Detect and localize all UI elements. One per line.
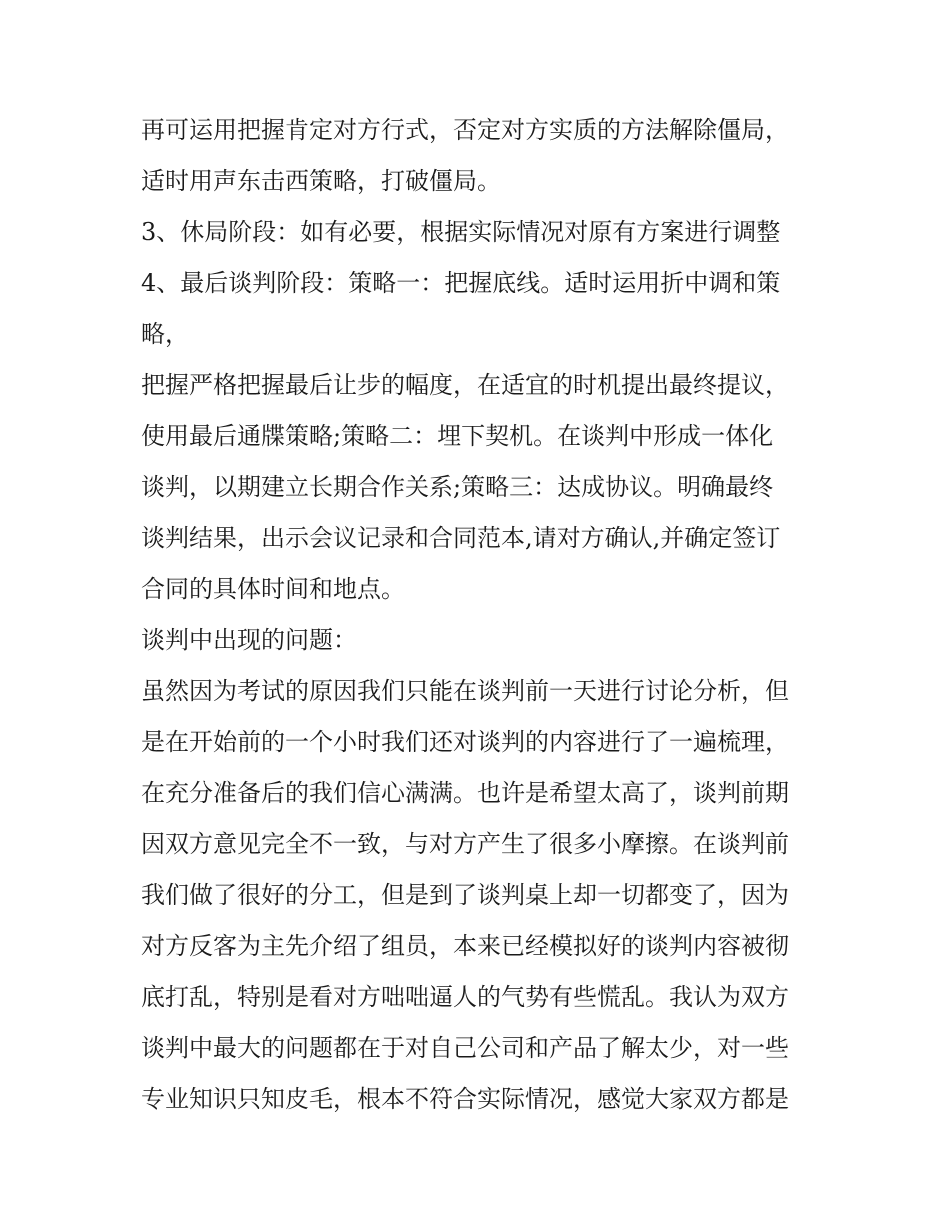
text-line: 适时用声东击西策略，打破僵局。 [141, 167, 501, 195]
text-line: 对方反客为主先介绍了组员，本来已经模拟好的谈判内容被彻 [141, 932, 789, 960]
text-line: 谈判中最大的问题都在于对自己公司和产品了解太少，对一些 [141, 1034, 789, 1062]
text-line: 我们做了很好的分工，但是到了谈判桌上却一切都变了，因为 [141, 881, 789, 909]
text-line: 在充分准备后的我们信心满满。也许是希望太高了，谈判前期 [141, 779, 789, 807]
text-line: 3、休局阶段：如有必要，根据实际情况对原有方案进行调整 [141, 218, 781, 246]
text-line: 再可运用把握肯定对方行式，否定对方实质的方法解除僵局， [141, 116, 789, 144]
text-line: 把握严格把握最后让步的幅度，在适宜的时机提出最终提议， [141, 371, 789, 399]
text-line: 略， [141, 320, 189, 348]
text-line: 合同的具体时间和地点。 [141, 575, 405, 603]
text-line: 是在开始前的一个小时我们还对谈判的内容进行了一遍梳理， [141, 728, 789, 756]
text-line: 谈判，以期建立长期合作关系;策略三：达成协议。明确最终 [141, 473, 774, 501]
text-line: 底打乱，特别是看对方咄咄逼人的气势有些慌乱。我认为双方 [141, 983, 789, 1011]
text-line: 谈判结果，出示会议记录和合同范本,请对方确认,并确定签订 [141, 524, 781, 552]
text-line: 4、最后谈判阶段：策略一：把握底线。适时运用折中调和策 [141, 269, 781, 297]
text-line: 因双方意见完全不一致，与对方产生了很多小摩擦。在谈判前 [141, 830, 789, 858]
section-heading: 谈判中出现的问题： [141, 626, 357, 654]
document-body [141, 105, 821, 1125]
text-line: 使用最后通牒策略;策略二：埋下契机。在谈判中形成一体化 [141, 422, 774, 450]
text-line: 专业知识只知皮毛，根本不符合实际情况，感觉大家双方都是 [141, 1085, 789, 1113]
text-line: 虽然因为考试的原因我们只能在谈判前一天进行讨论分析，但 [141, 677, 789, 705]
